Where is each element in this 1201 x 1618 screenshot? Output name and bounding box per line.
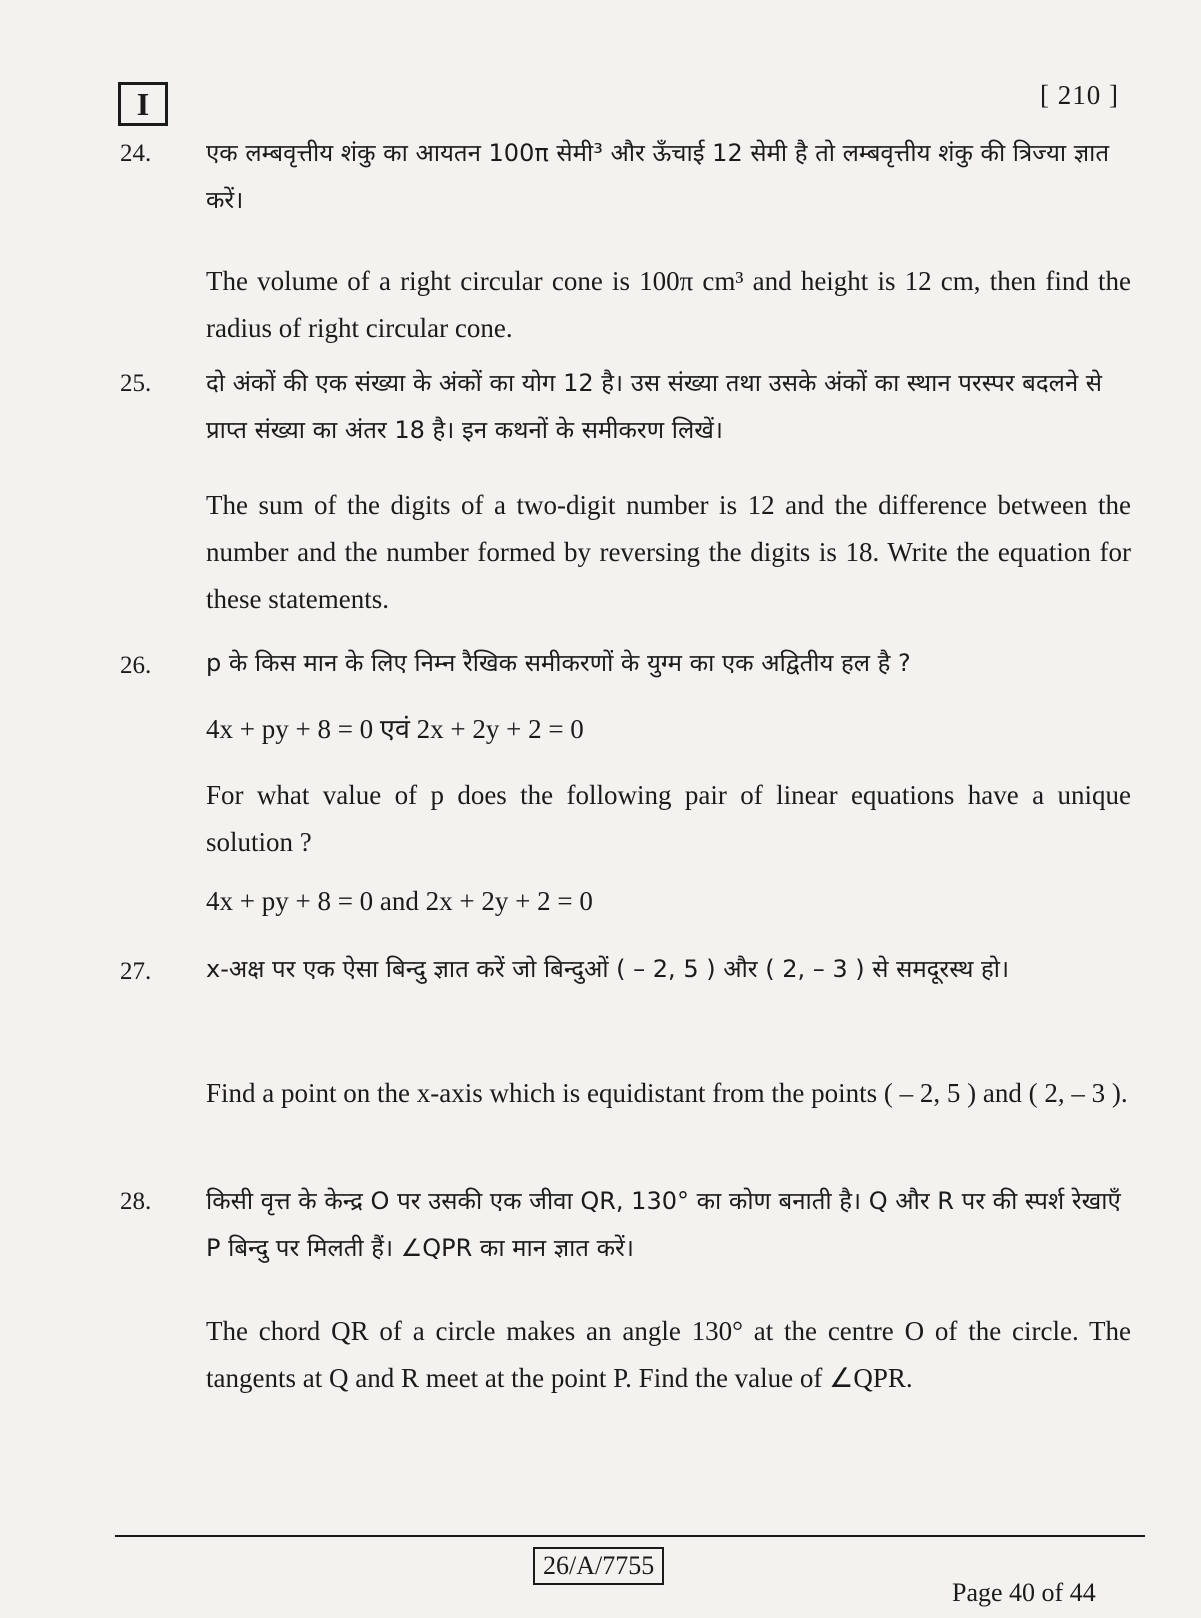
question-24-hindi: एक लम्बवृत्तीय शंकु का आयतन 100π सेमी³ और ऊँचाई 12 सेमी है तो लम्बवृत्तीय शंकु की त्रिज्या ज्ञात करें। bbox=[206, 139, 1110, 214]
question-number-24: 24. bbox=[120, 140, 152, 167]
question-25-hindi: दो अंकों की एक संख्या के अंकों का योग 12 है। उस संख्या तथा उसके अंकों का स्थान परस्पर बदलने से प्राप्त संख्या का अंतर 18 है। इन कथनों के समीकरण लिखें। bbox=[206, 369, 1103, 444]
booklet-code: 26/A/7755 bbox=[533, 1547, 664, 1585]
footer-divider bbox=[115, 1535, 1145, 1537]
question-24-english: The volume of a right circular cone is 100π cm³ and height is 12 cm, then find the radius of right circular cone. bbox=[206, 266, 1131, 343]
question-number-27: 27. bbox=[120, 958, 152, 985]
paper-code: [ 210 ] bbox=[1040, 80, 1119, 110]
question-number-25: 25. bbox=[120, 370, 152, 397]
question-27-hindi: x-अक्ष पर एक ऐसा बिन्दु ज्ञात करें जो बिन्दुओं ( – 2, 5 ) और ( 2, – 3 ) से समदूरस्थ हो। bbox=[206, 955, 1010, 983]
question-26-hindi: p के किस मान के लिए निम्न रैखिक समीकरणों के युग्म का एक अद्वितीय हल है ? bbox=[206, 649, 911, 677]
question-27-english: Find a point on the x-axis which is equidistant from the points ( – 2, 5 ) and ( 2, – 3 ). bbox=[206, 1078, 1128, 1108]
set-label-box: I bbox=[118, 82, 168, 126]
question-25-english: The sum of the digits of a two-digit number is 12 and the difference between the number and the number formed by reversing the digits is 18. Write the equation for these statements. bbox=[206, 490, 1131, 614]
page-number: Page 40 of 44 bbox=[952, 1578, 1096, 1607]
question-26-hindi-equation: 4x + py + 8 = 0 एवं 2x + 2y + 2 = 0 bbox=[206, 714, 584, 744]
question-number-26: 26. bbox=[120, 652, 152, 679]
question-number-28: 28. bbox=[120, 1188, 152, 1215]
question-28-english: The chord QR of a circle makes an angle 130° at the centre O of the circle. The tangents at Q and R meet at the point P. Find the value of ∠QPR. bbox=[206, 1316, 1131, 1393]
question-26-english: For what value of p does the following pair of linear equations have a unique solution ? bbox=[206, 780, 1131, 857]
question-26-english-equation: 4x + py + 8 = 0 and 2x + 2y + 2 = 0 bbox=[206, 886, 593, 916]
question-28-hindi: किसी वृत्त के केन्द्र O पर उसकी एक जीवा QR, 130° का कोण बनाती है। Q और R पर की स्पर्श रेखाएँ P बिन्दु पर मिलती हैं। ∠QPR का मान ज्ञात करें। bbox=[206, 1187, 1121, 1262]
